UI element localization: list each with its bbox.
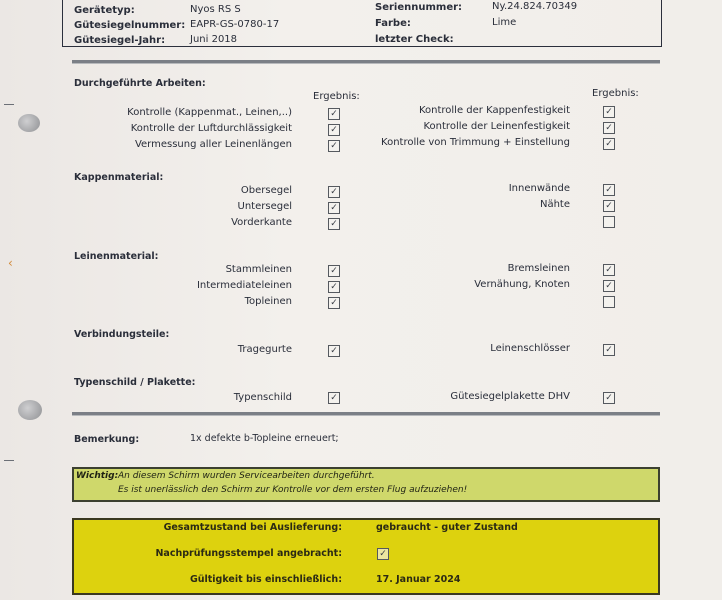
checkbox[interactable]: ✓ xyxy=(328,281,340,293)
farbe-value: Lime xyxy=(492,17,517,28)
item-label: Topleinen xyxy=(244,296,292,307)
checkbox[interactable]: ✓ xyxy=(603,138,615,150)
item-label: Typenschild xyxy=(233,392,292,403)
checkbox[interactable]: ✓ xyxy=(328,140,340,152)
bemerkung-label: Bemerkung: xyxy=(74,434,140,445)
item-label: Innenwände xyxy=(508,183,570,194)
section-title-kappenmaterial: Kappenmaterial: xyxy=(74,172,164,183)
checkbox[interactable]: ✓ xyxy=(328,108,340,120)
checkbox[interactable] xyxy=(603,296,615,308)
guetesiegelnummer-value: EAPR-GS-0780-17 xyxy=(190,19,280,30)
checkbox[interactable] xyxy=(603,216,615,228)
warning-line-2: Es ist unerlässlich den Schirm zur Kontrolle vor dem ersten Flug aufzuziehen! xyxy=(118,485,468,495)
margin-mark xyxy=(4,104,14,105)
guetesiegelnummer-label: Gütesiegelnummer: xyxy=(74,20,186,31)
warning-prefix: Wichtig: xyxy=(76,471,119,481)
section-title-typenschild: Typenschild / Plakette: xyxy=(74,377,196,388)
item-label: Intermediateleinen xyxy=(196,280,292,291)
item-label: Leinenschlösser xyxy=(490,343,570,354)
ergebnis-header-right: Ergebnis: xyxy=(592,88,639,99)
arrow-left-icon: ‹ xyxy=(8,256,13,270)
checkbox[interactable]: ✓ xyxy=(603,200,615,212)
gueltigkeit-label: Gültigkeit bis einschließlich: xyxy=(189,574,342,585)
checkbox[interactable]: ✓ xyxy=(328,345,340,357)
section-title-leinenmaterial: Leinenmaterial: xyxy=(74,251,159,262)
item-label: Kontrolle (Kappenmat., Leinen,..) xyxy=(127,107,292,118)
seriennummer-label: Seriennummer: xyxy=(375,2,463,13)
punch-hole-bottom xyxy=(18,400,42,420)
item-label: Vermessung aller Leinenlängen xyxy=(134,139,292,150)
item-label: Untersegel xyxy=(237,201,292,212)
item-label: Nähte xyxy=(539,199,570,210)
stempel-checkbox[interactable]: ✓ xyxy=(377,548,389,560)
stempel-label: Nachprüfungsstempel angebracht: xyxy=(155,548,342,559)
gueltigkeit-value: 17. Januar 2024 xyxy=(376,574,461,585)
checkbox[interactable]: ✓ xyxy=(328,202,340,214)
farbe-label: Farbe: xyxy=(375,18,411,29)
item-label: Tragegurte xyxy=(237,344,292,355)
ergebnis-header-left: Ergebnis: xyxy=(313,91,360,102)
gesamtzustand-label: Gesamtzustand bei Auslieferung: xyxy=(163,522,342,533)
checkbox[interactable]: ✓ xyxy=(603,184,615,196)
item-label: Bremsleinen xyxy=(507,263,570,274)
item-label: Obersegel xyxy=(240,185,292,196)
gesamtzustand-value: gebraucht - guter Zustand xyxy=(376,522,518,533)
seriennummer-value: Ny.24.824.70349 xyxy=(492,1,578,12)
guetesiegeljahr-label: Gütesiegel-Jahr: xyxy=(74,35,166,46)
item-label: Kontrolle der Kappenfestigkeit xyxy=(418,105,570,116)
punch-hole-top xyxy=(18,114,40,132)
checkbox[interactable]: ✓ xyxy=(328,186,340,198)
letzter-check-label: letzter Check: xyxy=(375,34,454,45)
checkbox[interactable]: ✓ xyxy=(328,297,340,309)
checkbox[interactable]: ✓ xyxy=(603,106,615,118)
checkbox[interactable]: ✓ xyxy=(603,344,615,356)
section-title-arbeiten: Durchgeführte Arbeiten: xyxy=(74,78,206,89)
item-label: Kontrolle der Luftdurchlässigkeit xyxy=(130,123,292,134)
item-label: Kontrolle von Trimmung + Einstellung xyxy=(381,137,570,148)
divider xyxy=(72,60,660,64)
checkbox[interactable]: ✓ xyxy=(603,122,615,134)
section-title-verbindungsteile: Verbindungsteile: xyxy=(74,329,170,340)
item-label: Stammleinen xyxy=(225,264,292,275)
checkbox[interactable]: ✓ xyxy=(328,218,340,230)
warning-line-1: An diesem Schirm wurden Servicearbeiten durchgeführt. xyxy=(118,471,375,481)
checkbox[interactable]: ✓ xyxy=(603,280,615,292)
divider xyxy=(72,412,660,416)
checkbox[interactable]: ✓ xyxy=(603,392,615,404)
geraetetyp-label: Gerätetyp: xyxy=(74,5,135,16)
item-label: Kontrolle der Leinenfestigkeit xyxy=(423,121,570,132)
bemerkung-value: 1x defekte b-Topleine erneuert; xyxy=(190,433,339,444)
checkbox[interactable]: ✓ xyxy=(603,264,615,276)
checkbox[interactable]: ✓ xyxy=(328,392,340,404)
item-label: Vernähung, Knoten xyxy=(474,279,570,290)
checkbox[interactable]: ✓ xyxy=(328,124,340,136)
item-label: Vorderkante xyxy=(231,217,292,228)
checkbox[interactable]: ✓ xyxy=(328,265,340,277)
margin-mark xyxy=(4,460,14,461)
item-label: Gütesiegelplakette DHV xyxy=(450,391,570,402)
guetesiegeljahr-value: Juni 2018 xyxy=(190,34,238,45)
geraetetyp-value: Nyos RS S xyxy=(190,4,241,15)
